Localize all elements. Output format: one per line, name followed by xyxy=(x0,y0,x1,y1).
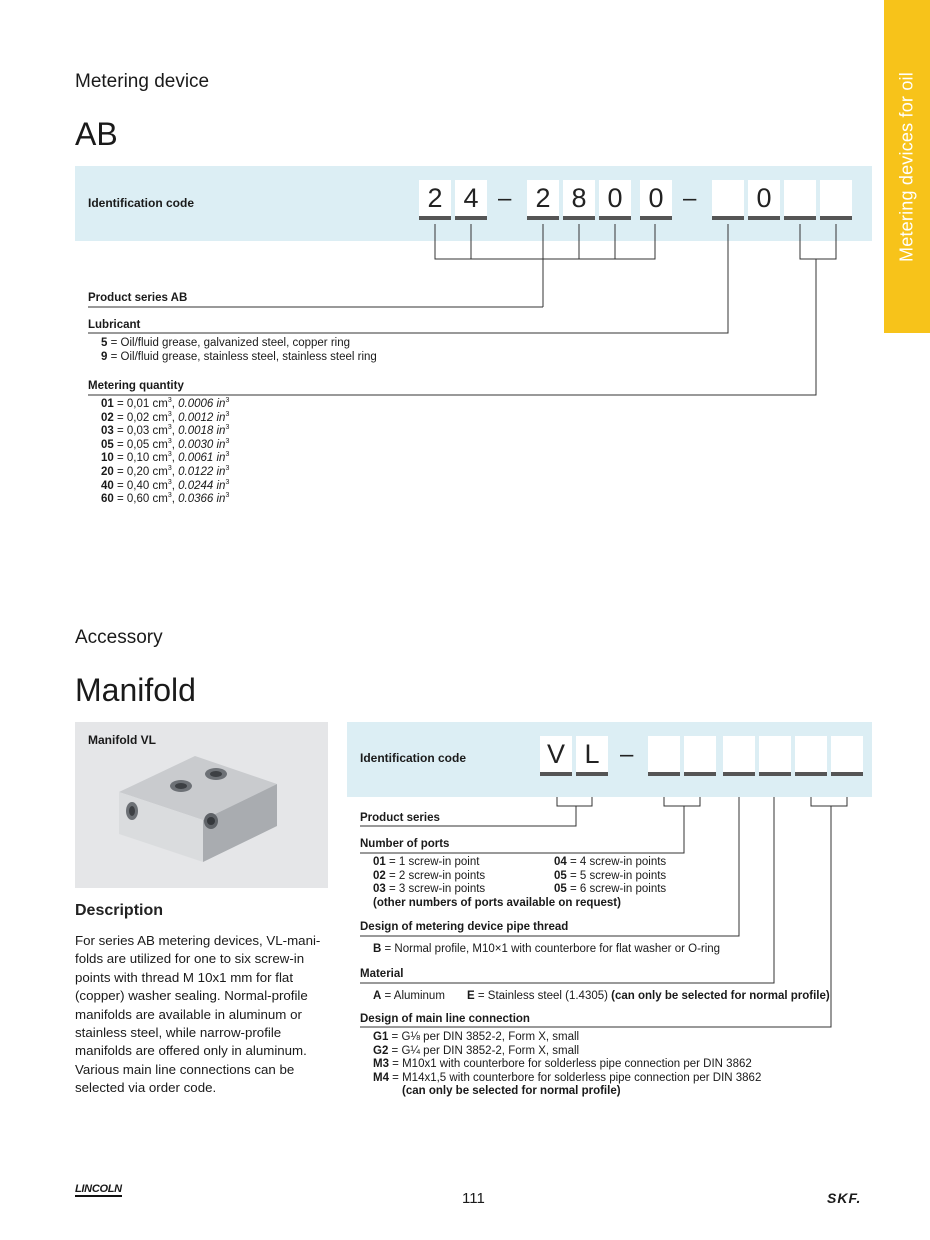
material-option-steel: E = Stainless steel (1.4305) (can only be selected for normal profile) xyxy=(467,990,830,1002)
list-item: 01 = 1 screw-in point xyxy=(373,856,480,868)
pipe-thread-label: Design of metering device pipe thread xyxy=(360,921,569,933)
list-item: G1 = G⅛ per DIN 3852-2, Form X, small xyxy=(373,1031,580,1043)
ports-list-right xyxy=(554,856,666,897)
code-digit: 2 xyxy=(527,180,559,220)
description-text: For series AB metering devices, VL-mani- folds are utilized for one to six screw-in points with thread M 10x1 mm for flat (copper) washer sealing. Normal-profile manifolds are available in aluminum or stainless steel, while narrow-profile manifolds are offered only in aluminum. Various main line connections can be selected via order code. xyxy=(75,933,321,1096)
metering-quantity-list xyxy=(101,398,229,507)
list-item: 03 = 0,03 $cm^3$, 0.0018 $in^3$ xyxy=(101,424,230,438)
section-eyebrow: Metering device xyxy=(75,71,210,92)
material-option-aluminum: A = Aluminum xyxy=(373,990,445,1002)
list-item: 40 = 0,40 $cm^3$, 0.0244 $in^3$ xyxy=(101,478,230,492)
list-item: 02 = 2 screw-in points xyxy=(373,869,486,882)
code-dash: – xyxy=(683,185,697,212)
description-heading: Description xyxy=(75,902,164,919)
code-digit: 0 xyxy=(748,180,780,220)
main-line-list xyxy=(373,1031,761,1099)
manifold-block-image xyxy=(75,722,328,888)
code-slot-ports xyxy=(684,736,716,776)
section-title: Manifold xyxy=(75,672,196,708)
list-item: 05 = 5 screw-in points xyxy=(554,869,667,882)
code-letter: V xyxy=(540,736,572,776)
code-slot-ports xyxy=(648,736,680,776)
code-slot-main-line xyxy=(831,736,863,776)
code-slot-material xyxy=(759,736,791,776)
code-slot-thread xyxy=(723,736,755,776)
list-item: 05 = 0,05 $cm^3$, 0.0030 $in^3$ xyxy=(101,437,230,451)
list-item: 03 = 3 screw-in points xyxy=(373,883,486,896)
product-series-label: Product series xyxy=(360,812,440,824)
photo-caption: Manifold VL xyxy=(88,733,156,747)
code-digit: 0 xyxy=(599,180,631,220)
product-series-label: Product series AB xyxy=(88,292,188,304)
list-item: 02 = 0,02 $cm^3$, 0.0012 $in^3$ xyxy=(101,410,230,424)
list-item: 60 = 0,60 $cm^3$, 0.0366 $in^3$ xyxy=(101,492,230,506)
list-item: 5 = Oil/fluid grease, galvanized steel, copper ring xyxy=(101,337,351,349)
main-line-note: (can only be selected for normal profile) xyxy=(402,1085,621,1098)
lincoln-logo: LINCOLN xyxy=(75,1183,122,1195)
list-item: G2 = G¼ per DIN 3852-2, Form X, small xyxy=(373,1044,580,1057)
code-letter: L xyxy=(576,736,608,776)
identification-code-label: Identification code xyxy=(88,196,195,210)
list-item: 01 = 0,01 $cm^3$, 0.0006 $in^3$ xyxy=(101,397,230,410)
code-digit: 2 xyxy=(419,180,451,220)
list-item: 20 = 0,20 $cm^3$, 0.0122 $in^3$ xyxy=(101,464,230,478)
code-digit: 4 xyxy=(455,180,487,220)
list-item: 04 = 4 screw-in points xyxy=(554,856,667,868)
metering-quantity-label: Metering quantity xyxy=(88,380,184,392)
manifold-photo xyxy=(75,722,328,888)
section-title: AB xyxy=(75,116,118,152)
list-item: 9 = Oil/fluid grease, stainless steel, stainless steel ring xyxy=(101,350,377,363)
code-digit: 0 xyxy=(640,180,672,220)
section-eyebrow: Accessory xyxy=(75,627,163,648)
side-tab-label: Metering devices for oil xyxy=(896,71,917,262)
list-item: 05 = 6 screw-in points xyxy=(554,883,667,896)
lubricant-label: Lubricant xyxy=(88,319,141,331)
list-item: M4 = M14x1,5 with counterbore for solderless pipe connection per DIN 3862 xyxy=(373,1071,762,1084)
main-line-label: Design of main line connection xyxy=(360,1013,530,1025)
code-dash: – xyxy=(620,741,634,768)
list-item: M3 = M10x1 with counterbore for solderless pipe connection per DIN 3862 xyxy=(373,1058,752,1071)
code-slot-main-line xyxy=(795,736,827,776)
material-label: Material xyxy=(360,968,404,980)
identification-code-label: Identification code xyxy=(360,751,467,765)
pipe-thread-option: B = Normal profile, M10×1 with counterbore for flat washer or O-ring xyxy=(373,943,721,955)
page-number: 111 xyxy=(462,1190,485,1207)
lubricant-list xyxy=(101,337,377,364)
skf-logo: SKF. xyxy=(827,1190,862,1206)
code-digit: 8 xyxy=(563,180,595,220)
code-dash: – xyxy=(498,185,512,212)
list-item: 10 = 0,10 $cm^3$, 0.0061 $in^3$ xyxy=(101,451,230,465)
ports-label: Number of ports xyxy=(360,838,450,850)
ports-note: (other numbers of ports available on request) xyxy=(373,896,621,909)
